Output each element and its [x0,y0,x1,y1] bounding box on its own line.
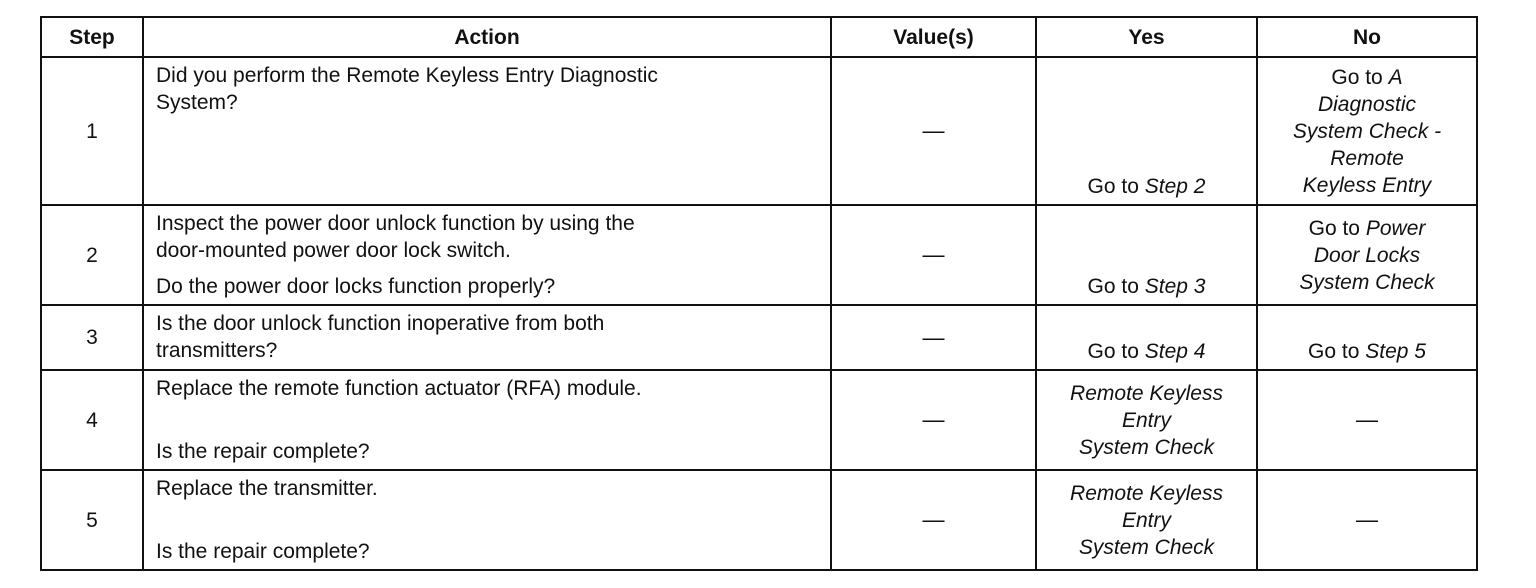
step-number: 3 [41,305,143,370]
table-header-row [41,17,1477,57]
yes-cell [1036,205,1257,305]
step-number: 1 [41,57,143,205]
header-yes: Yes [1036,17,1257,57]
table-row [41,305,1477,370]
action-text: System? [156,91,238,114]
no-cell [1257,305,1477,370]
action-question: Is the repair complete? [156,440,370,463]
table-row [41,205,1477,305]
yes-ref-line: System Check [1078,435,1215,459]
yes-ref-line: Remote Keyless [1070,381,1223,405]
yes-prefix: Go to [1087,175,1139,198]
no-cell [1257,57,1477,205]
no-cell [1257,205,1477,305]
yes-prefix: Go to [1087,275,1139,298]
action-text: door-mounted power door lock switch. [156,239,511,262]
step-number: 4 [41,370,143,470]
yes-step-ref: Step 4 [1144,340,1206,363]
value-cell: — [831,205,1036,305]
action-text: Replace the remote function actuator (RFA) module. [156,377,642,400]
action-text: Is the door unlock function inoperative from both [156,312,605,335]
yes-cell [1036,305,1257,370]
value-cell: — [831,57,1036,205]
action-cell [143,57,831,205]
header-step: Step [41,17,143,57]
action-question: Do the power door locks function properly? [156,275,556,298]
no-ref-line: System Check - [1292,119,1442,143]
action-question: Is the repair complete? [156,540,370,563]
no-step-ref: Step 5 [1365,340,1426,363]
step-number: 5 [41,470,143,570]
no-ref-line: System Check [1299,270,1435,294]
action-cell [143,205,831,305]
header-action: Action [143,17,831,57]
value-cell: — [831,470,1036,570]
value-cell: — [831,305,1036,370]
action-text: Did you perform the Remote Keyless Entry Diagnostic [156,64,658,87]
no-ref-line: Remote [1330,146,1404,170]
no-ref-line: Power [1365,216,1426,240]
yes-cell [1036,470,1257,570]
yes-cell [1036,57,1257,205]
table-row [41,470,1477,570]
no-ref-line: A [1388,65,1403,89]
yes-step-ref: Step 3 [1144,275,1206,298]
no-prefix: Go to [1308,340,1360,363]
no-cell: — [1257,370,1477,470]
value-cell: — [831,370,1036,470]
table-row [41,57,1477,205]
no-ref-line: Diagnostic [1317,92,1417,116]
no-prefix: Go to [1331,65,1383,89]
yes-cell [1036,370,1257,470]
no-ref-line: Door Locks [1313,243,1421,267]
yes-ref-line: Entry [1121,408,1171,432]
action-cell [143,470,831,570]
action-text: Replace the transmitter. [156,477,378,500]
no-prefix: Go to [1308,216,1360,240]
step-number: 2 [41,205,143,305]
diagnostic-table [40,16,1478,571]
yes-ref-line: System Check [1078,535,1215,559]
action-text: Inspect the power door unlock function by using the [156,212,635,235]
table-row [41,370,1477,470]
header-no: No [1257,17,1477,57]
no-ref-line: Keyless Entry [1302,173,1432,197]
yes-ref-line: Entry [1121,508,1171,532]
action-cell [143,305,831,370]
no-cell: — [1257,470,1477,570]
yes-step-ref: Step 2 [1144,175,1206,198]
action-cell [143,370,831,470]
yes-prefix: Go to [1087,340,1139,363]
yes-ref-line: Remote Keyless [1070,481,1223,505]
action-text: transmitters? [156,339,278,362]
header-values: Value(s) [831,17,1036,57]
